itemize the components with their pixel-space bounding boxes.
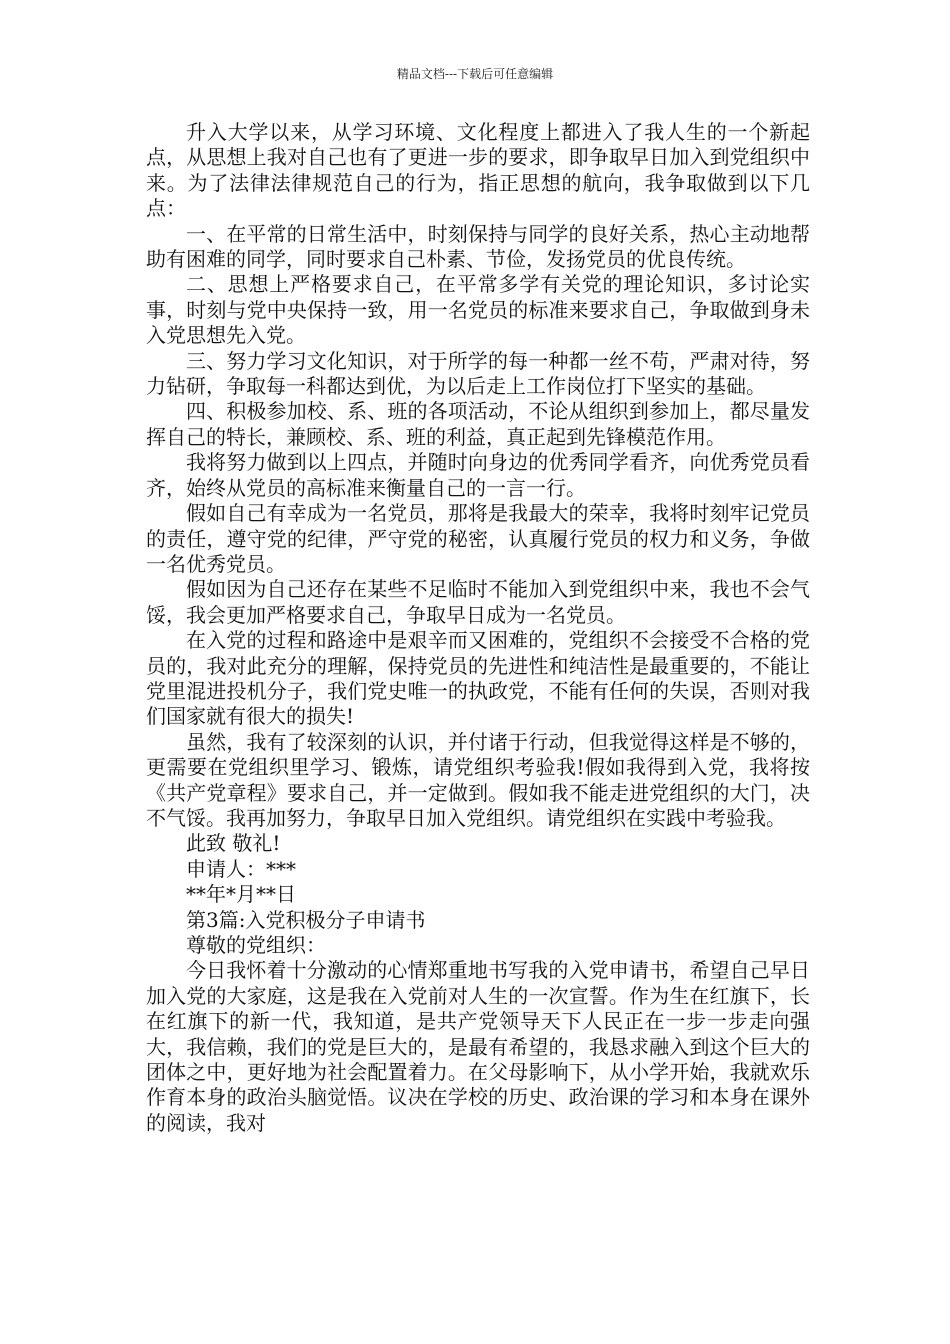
paragraph-commitment: 我将努力做到以上四点，并随时向身边的优秀同学看齐，向优秀党员看齐，始终从党员的高标准来衡量自己的一言一行。 <box>146 450 810 500</box>
paragraph-section3-intro: 今日我怀着十分激动的心情郑重地书写我的入党申请书，希望自己早日加入党的大家庭，这是我在入党前对人生的一次宣誓。作为生在红旗下，长在红旗下的新一代，我知道，是共产党领导天下人民正在一步一步走向强大，我信赖，我们的党是巨大的，是最有希望的，我恳求融入到这个巨大的团体之中，更好地为社会配置着力。在父母影响下，从小学开始，我就欢乐作育本身的政治头脑觉悟。议决在学校的历史、政治课的学习和本身在课外的阅读，我对 <box>146 958 810 1135</box>
paragraph-if-accepted: 假如自己有幸成为一名党员，那将是我最大的荣幸，我将时刻牢记党员的责任，遵守党的纪律，严守党的秘密，认真履行党员的权力和义务，争做一名优秀党员。 <box>146 501 810 576</box>
section-title: 第3篇:入党积极分子申请书 <box>186 907 426 932</box>
date-line: **年*月**日 <box>186 882 296 907</box>
page-header: 精品文档---下载后可任意编辑 <box>396 67 554 81</box>
paragraph-process: 在入党的过程和路途中是艰辛而又困难的，党组织不会接受不合格的党员的，我对此充分的理解，保持党员的先进性和纯洁性是最重要的，不能让党里混进投机分子，我们党史唯一的执政党，不能有任何的失误，否则对我们国家就有很大的损失! <box>146 628 810 729</box>
paragraph-point-1: 一、在平常的日常生活中，时刻保持与同学的良好关系，热心主动地帮助有困难的同学，同时要求自己朴素、节俭，发扬党员的优良传统。 <box>146 221 810 272</box>
paragraph-intro: 升入大学以来，从学习环境、文化程度上都进入了我人生的一个新起点，从思想上我对自己也有了更进一步的要求，即争取早日加入到党组织中来。为了法律法律规范自己的行为，指正思想的航向，我争取做到以下几点： <box>146 120 810 221</box>
applicant-line: 申请人：*** <box>186 856 296 881</box>
closing-salute: 此致 敬礼! <box>186 831 281 856</box>
paragraph-point-3: 三、努力学习文化知识，对于所学的每一种都一丝不苟，严肃对待，努力钻研，争取每一科都达到优，为以后走上工作岗位打下坚实的基础。 <box>146 348 810 399</box>
paragraph-conclusion: 虽然，我有了较深刻的认识，并付诸于行动，但我觉得这样是不够的，更需要在党组织里学习、锻炼，请党组织考验我!假如我得到入党，我将按《共产党章程》要求自己，并一定做到。假如我不能走进党组织的大门，决不气馁。我再加努力，争取早日加入党组织。请党组织在实践中考验我。 <box>146 729 810 830</box>
paragraph-point-4: 四、积极参加校、系、班的各项活动，不论从组织到参加上，都尽量发挥自己的特长，兼顾校、系、班的利益，真正起到先锋模范作用。 <box>146 399 810 449</box>
paragraph-if-not-accepted: 假如因为自己还存在某些不足临时不能加入到党组织中来，我也不会气馁，我会更加严格要求自己，争取早日成为一名党员。 <box>146 577 810 627</box>
document-body <box>146 120 810 1136</box>
salutation: 尊敬的党组织： <box>186 933 326 957</box>
paragraph-point-2: 二、思想上严格要求自己，在平常多学有关党的理论知识，多讨论实事，时刻与党中央保持一致，用一名党员的标准来要求自己，争取做到身未入党思想先入党。 <box>146 272 810 348</box>
